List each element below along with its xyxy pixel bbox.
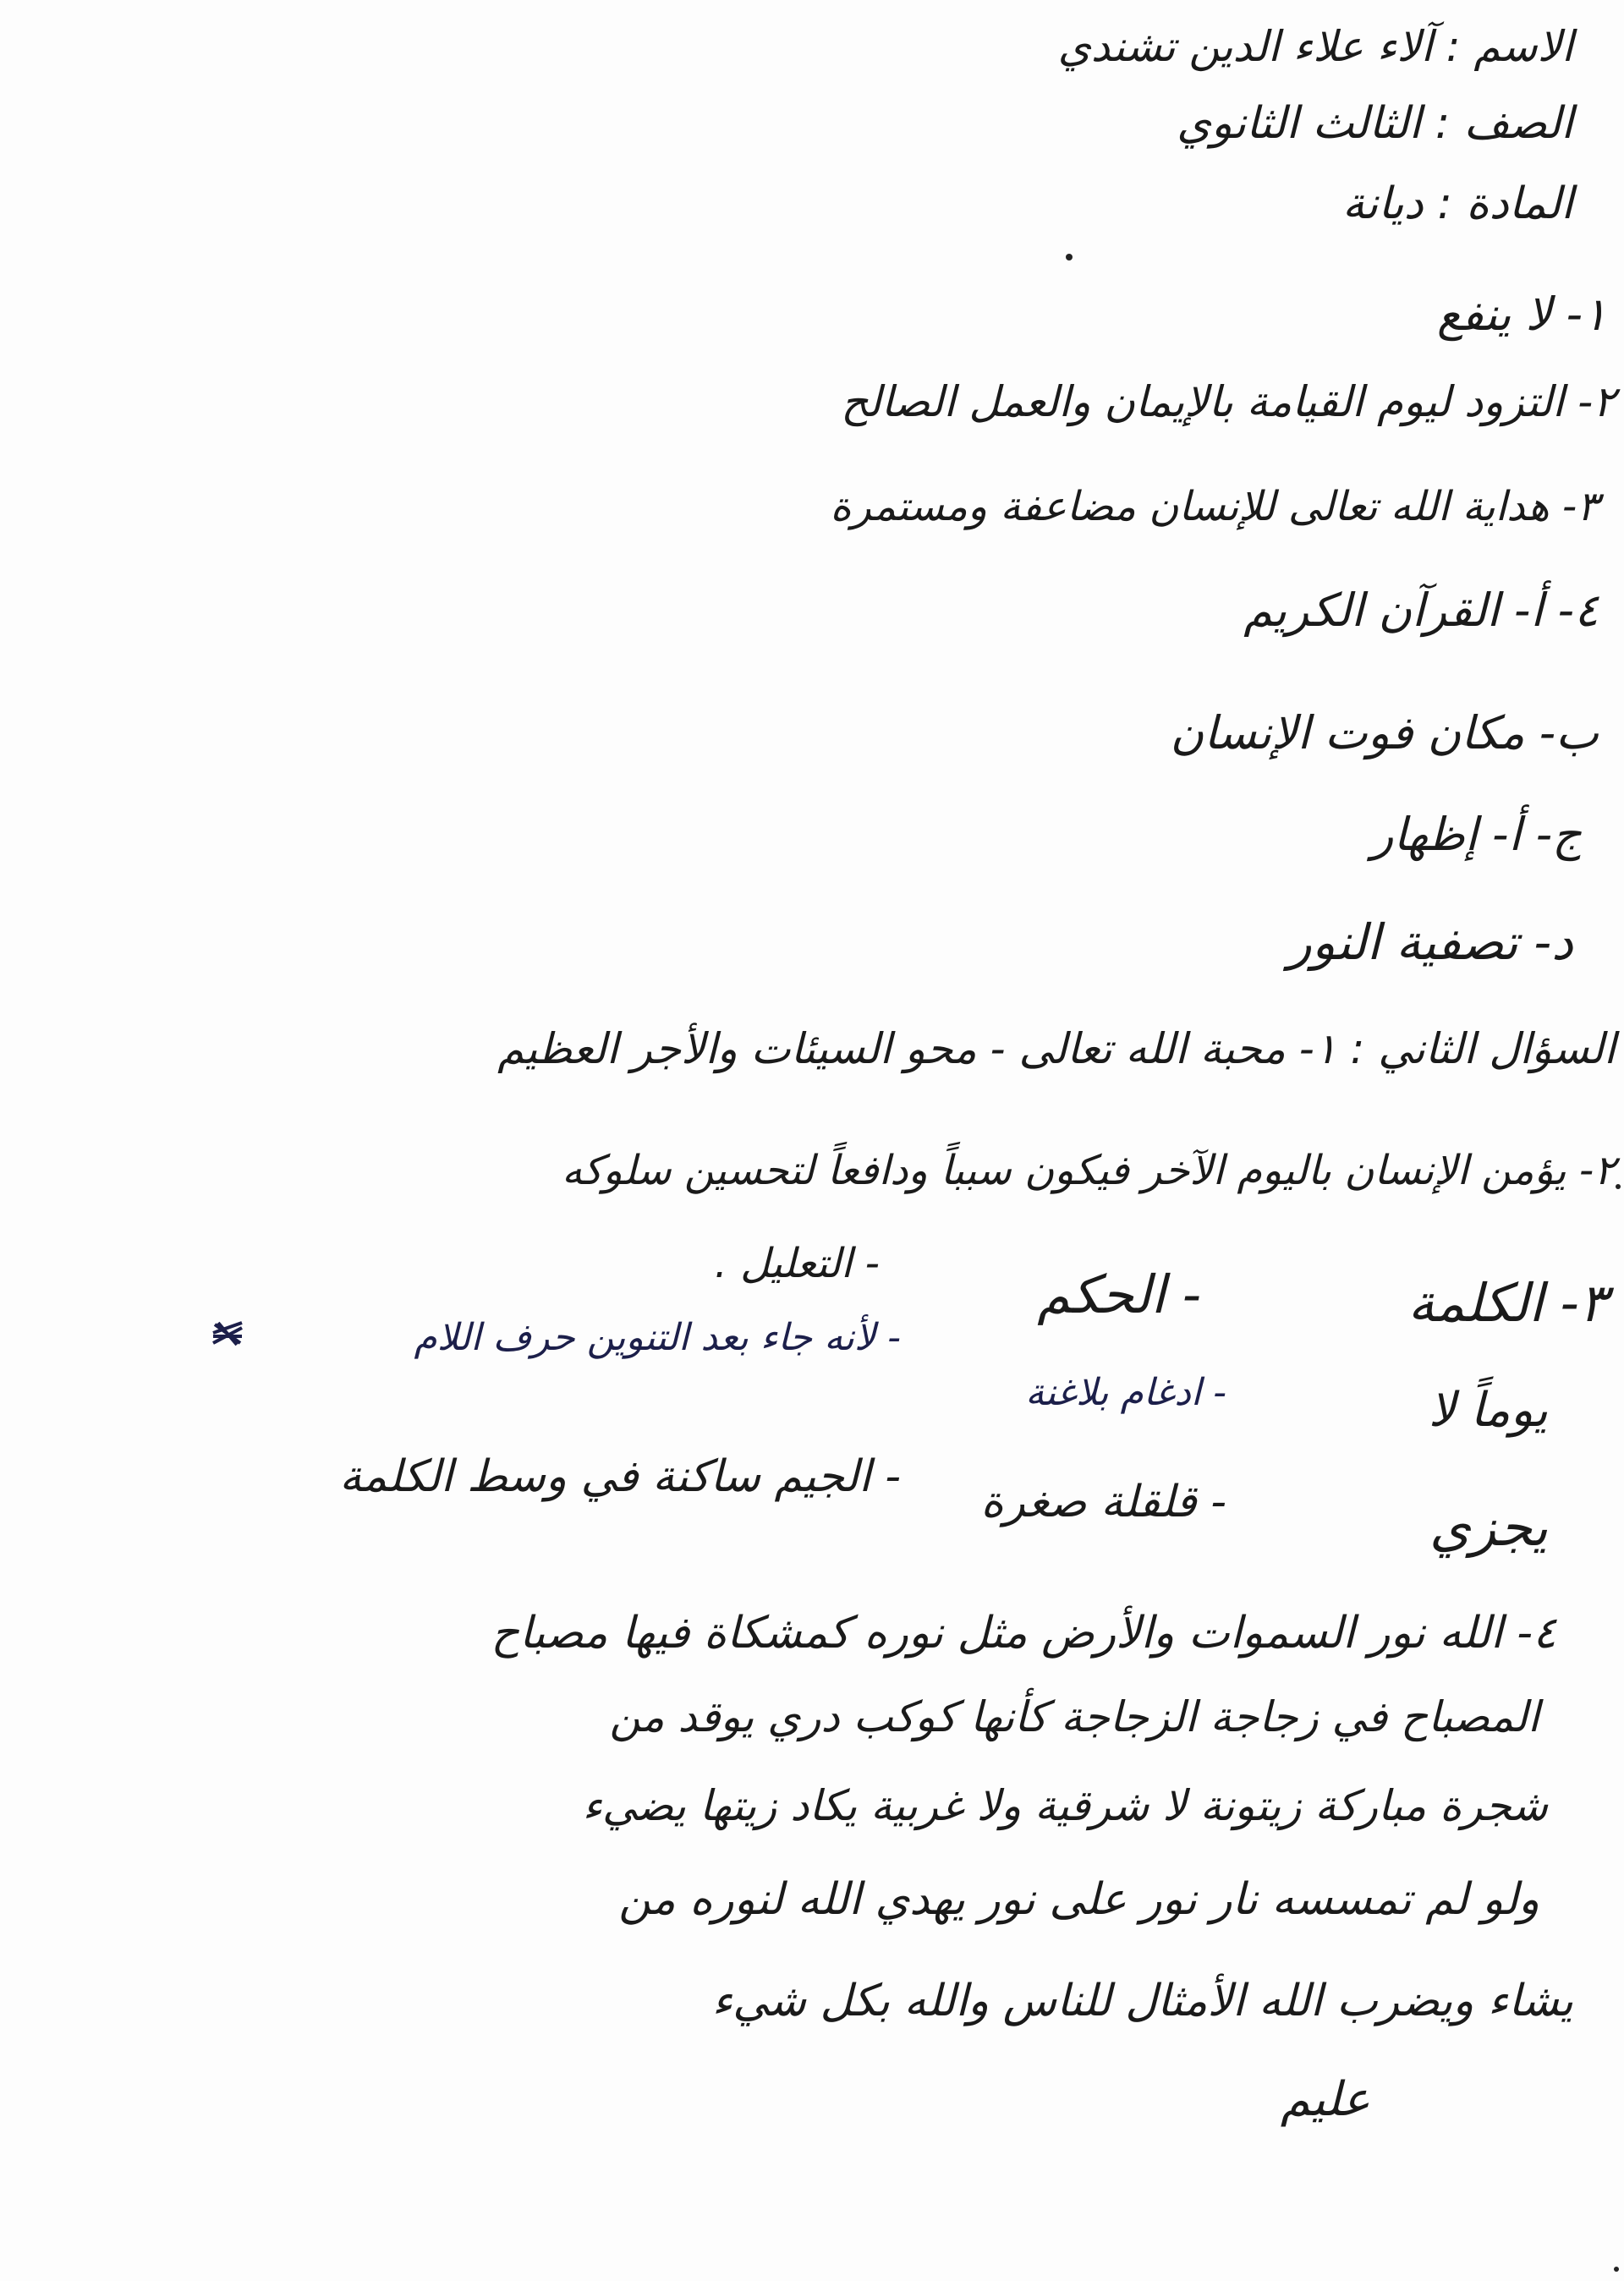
- answer-1: ١- لا ينفع: [1436, 288, 1607, 341]
- answer-4b: ب- مكان فوت الإنسان: [1170, 706, 1599, 759]
- table-row-2-word: يجزي: [1429, 1496, 1548, 1558]
- verse-line-6: عليم: [1280, 2072, 1370, 2127]
- table-row-1-reason: - لأنه جاء بعد التنوين حرف اللام: [414, 1316, 901, 1359]
- answer-2: ٢- التزود ليوم القيامة بالإيمان والعمل الصالح: [841, 377, 1616, 426]
- answer-4c: ج- أ- إظهار: [1371, 808, 1582, 861]
- table-header-rule: - الحكم: [1037, 1264, 1201, 1325]
- verse-line-3: شجرة مباركة زيتونة لا شرقية ولا غربية يكاد زيتها يضيء: [582, 1781, 1548, 1830]
- ink-dot: [1616, 1184, 1621, 1189]
- student-name: الاسم : آلاء علاء الدين تشندي: [1057, 22, 1573, 71]
- verse-line-5: يشاء ويضرب الله الأمثال للناس والله بكل شيء: [711, 1976, 1573, 2026]
- table-row-2-reason: - الجيم ساكنة في وسط الكلمة: [339, 1451, 901, 1502]
- crossed-out-scribble: [211, 1319, 244, 1346]
- answer-4a: ٤- أ- القرآن الكريم: [1243, 584, 1599, 637]
- table-header-reason: - التعليل .: [714, 1240, 880, 1287]
- answer-3: ٣- هداية الله تعالى للإنسان مضاعفة ومستمرة: [830, 483, 1599, 530]
- verse-line-4: ولو لم تمسسه نار نور على نور يهدي الله لنوره من: [618, 1874, 1539, 1925]
- subject: المادة : ديانة: [1342, 178, 1573, 229]
- table-header-word: ٣- الكلمة: [1407, 1272, 1607, 1334]
- verse-line-1: ٤- الله نور السموات والأرض مثل نوره كمشكاة فيها مصباح: [491, 1608, 1556, 1659]
- student-grade: الصف : الثالث الثانوي: [1177, 98, 1573, 149]
- ink-dot: [1614, 2267, 1619, 2272]
- table-row-2-rule: - قلقلة صغرة: [980, 1477, 1226, 1527]
- answer-4d: د- تصفية النور: [1287, 913, 1573, 971]
- table-row-1-rule: - ادغام بلاغنة: [1025, 1371, 1226, 1414]
- question-2-answer-2: ٢- يؤمن الإنسان باليوم الآخر فيكون سبباً ودافعاً لتحسين سلوكه: [562, 1147, 1616, 1194]
- question-2-answer-1: السؤال الثاني : ١- محبة الله تعالى - محو السيئات والأجر العظيم: [497, 1024, 1616, 1073]
- ink-dot: [1066, 254, 1073, 260]
- table-row-1-word: يوماً لا: [1428, 1383, 1548, 1438]
- verse-line-2: المصباح في زجاجة الزجاجة كأنها كوكب دري يوقد من: [609, 1692, 1539, 1741]
